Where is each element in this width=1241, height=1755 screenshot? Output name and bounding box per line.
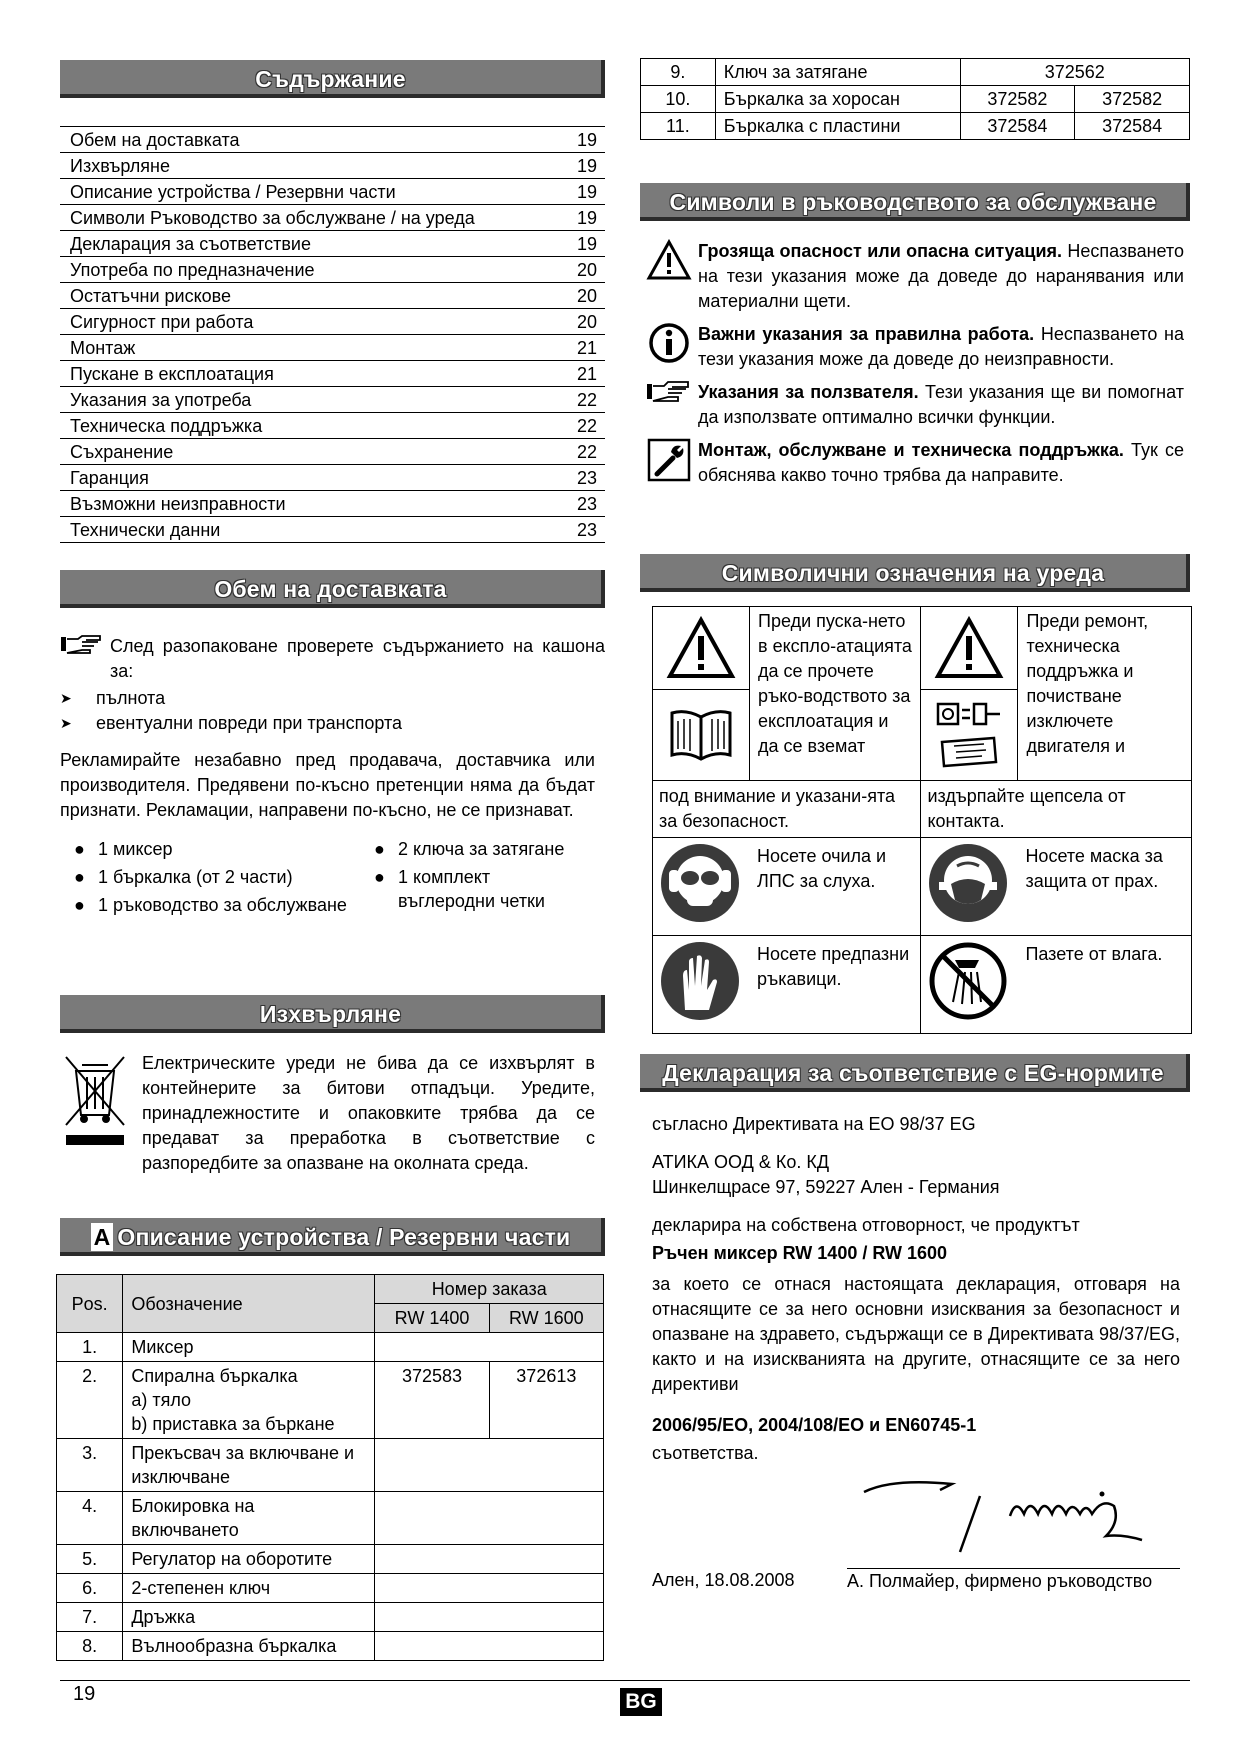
- delivery-checks: [60, 686, 605, 736]
- parts-table: [56, 1274, 604, 1661]
- table-row: [57, 1603, 604, 1632]
- symbol-text-normal: Тези указания ще ви помогнат да използвате оптимално всички функции.: [698, 382, 1184, 427]
- acc-rw1600: 372582: [1075, 86, 1190, 113]
- unplug-cont: издърпайте щепсела от контакта.: [921, 781, 1192, 838]
- toc-list: [60, 126, 605, 543]
- table-row: [57, 1545, 604, 1574]
- part-order-empty: [375, 1545, 604, 1574]
- toc-page: 21: [576, 338, 597, 358]
- toc-label: Употреба по предназначение: [70, 260, 315, 280]
- part-pos: 6.: [57, 1574, 123, 1603]
- toc-label: Остатъчни рискове: [70, 286, 232, 306]
- part-order-empty: [375, 1574, 604, 1603]
- toc-row: [60, 465, 605, 491]
- table-row: [57, 1333, 604, 1362]
- symbol-text: [698, 322, 1184, 372]
- device-symbols-section: [640, 554, 1190, 1034]
- table-row: [57, 1439, 604, 1492]
- device-symbols-title: Символични означения на уреда: [640, 554, 1190, 592]
- toc-page: 19: [576, 156, 597, 176]
- check-item: [60, 686, 605, 711]
- toc-page: 21: [576, 364, 597, 384]
- symbol-text: [698, 380, 1184, 430]
- part-pos: 8.: [57, 1632, 123, 1661]
- arrow-bullet-icon: ➤: [60, 690, 72, 706]
- part-name: Вълнообразна бъркалка: [131, 1636, 337, 1656]
- part-sub-a: a) тяло: [131, 1390, 192, 1410]
- delivery-section: [60, 570, 605, 921]
- delivery-complaint: Рекламирайте незабавно пред продавача, доставчика или производителя. Предявени по-късно претенции няма да бъдат признати. Рекламации, направени по-късно, не се признават.: [60, 750, 595, 820]
- col-head-name: Обозначение: [123, 1275, 375, 1333]
- toc-page: 19: [576, 182, 597, 202]
- symbol-text: [698, 239, 1184, 314]
- symbol-text-normal: Тук се обяснява какво точно трябва да направите.: [698, 440, 1184, 485]
- declaration-norms: 2006/95/EO, 2004/108/EO и EN60745-1: [652, 1415, 977, 1435]
- part-rw1400: 372583: [375, 1362, 489, 1439]
- delivery-item-text: 1 ръководство за обслужване: [98, 895, 347, 915]
- bullet-icon: ●: [74, 867, 85, 887]
- pointing-hand-icon: [60, 634, 110, 684]
- declaration-body: за което се отнася настоящата декларация, отговаря на отнасящите се за него основни изисквания за безопасност и опазване на здравето, съдържащи се в Директивата 98/37/EG, както и на изискванията на другите, отнасящите се за него директиви: [652, 1274, 1180, 1394]
- toc-label: Обем на доставката: [70, 130, 240, 150]
- disposal-section: [60, 995, 605, 1176]
- delivery-item: [360, 837, 580, 861]
- table-row: [57, 1362, 604, 1439]
- symbol-text-normal: Неспазването на тези указания може да доведе до наранявания или материални щети.: [698, 241, 1184, 311]
- symbol-row: [640, 380, 1184, 430]
- toc-label: Описание устройства / Резервни части: [70, 182, 396, 202]
- delivery-item-text: 1 миксер: [98, 839, 173, 859]
- read-manual-cont: под внимание и указани-ята за безопасност.: [653, 781, 921, 838]
- toc-row: [60, 283, 605, 309]
- language-badge: BG: [620, 1688, 662, 1716]
- mask-text: Носете маска за защита от прах.: [1025, 846, 1163, 891]
- dust-mask-icon: [927, 842, 1023, 931]
- acc-rw1400: 372584: [960, 113, 1075, 140]
- toc-row: [60, 205, 605, 231]
- toc-page: 20: [576, 312, 597, 332]
- toc-row: [60, 309, 605, 335]
- manual-symbols-section: [640, 183, 1190, 496]
- part-name: Прекъсвач за включване и изключване: [131, 1443, 355, 1487]
- unplug-text: Преди ремонт, техническа поддръжка и почистване изключете двигателя и: [1026, 611, 1149, 756]
- delivery-items-right: [360, 837, 580, 921]
- toc-row: [60, 387, 605, 413]
- symbol-row: [640, 322, 1184, 372]
- bullet-icon: ●: [74, 895, 85, 915]
- toc-label: Сигурност при работа: [70, 312, 254, 332]
- toc-row: [60, 335, 605, 361]
- delivery-item: [360, 865, 580, 913]
- toc-page: 23: [576, 494, 597, 514]
- toc-row: [60, 179, 605, 205]
- declaration-signer: А. Полмайер, фирмено ръководство: [847, 1568, 1180, 1594]
- delivery-items: [60, 837, 605, 921]
- col-head-rw1600: RW 1600: [489, 1304, 603, 1333]
- mask-cell: [921, 838, 1192, 936]
- goggles-cell: [653, 838, 921, 936]
- bullet-icon: ●: [74, 839, 85, 859]
- bullet-icon: ●: [374, 839, 385, 859]
- symbol-text-normal: Неспазването на тези указания може да доведе до неизправности.: [698, 324, 1184, 369]
- toc-label: Съхранение: [70, 442, 174, 462]
- delivery-intro-row: [60, 634, 605, 684]
- declaration-product: Ръчен миксер RW 1400 / RW 1600: [652, 1243, 948, 1263]
- symbol-text-bold: Грозяща опасност или опасна ситуация.: [698, 241, 1063, 261]
- part-name-cell: [123, 1439, 375, 1492]
- declaration-declares: декларира на собствена отговорност, че продуктът: [652, 1215, 1080, 1235]
- toc-label: Указания за употреба: [70, 390, 252, 410]
- gloves-icon: [659, 940, 755, 1029]
- part-pos: 7.: [57, 1603, 123, 1632]
- goggles-text: Носете очила и ЛПС за слуха.: [757, 846, 887, 891]
- part-order-empty: [375, 1492, 604, 1545]
- declaration-section: [640, 1054, 1190, 1594]
- acc-rw1600: 372584: [1075, 113, 1190, 140]
- read-manual-cell: [653, 607, 921, 781]
- toc-row: [60, 413, 605, 439]
- disposal-title: Изхвърляне: [60, 995, 605, 1033]
- acc-order: 372562: [960, 59, 1189, 86]
- part-name: Дръжка: [131, 1607, 196, 1627]
- description-section: [60, 1218, 605, 1661]
- toc-row: [60, 153, 605, 179]
- check-text: пълнота: [96, 688, 166, 708]
- symbol-text-bold: Указания за ползвателя.: [698, 382, 919, 402]
- toc-row: [60, 257, 605, 283]
- toc-label: Гаранция: [70, 468, 149, 488]
- footer-rule: [60, 1680, 1190, 1681]
- check-item: [60, 711, 605, 736]
- acc-pos: 9.: [641, 59, 716, 86]
- disposal-text: Електрическите уреди не бива да се изхвърлят в контейнерите за битови отпадъци. Уредите, принадлежностите и опаковките трябва да се предават за преработка в съответствие с разпоредбите за опазване на околната среда.: [142, 1053, 595, 1173]
- figure-label-a: A: [91, 1223, 114, 1251]
- page-number: 19: [73, 1683, 96, 1705]
- bullet-icon: ●: [374, 867, 385, 887]
- disposal-body: [60, 1051, 605, 1176]
- part-name: Регулатор на оборотите: [131, 1549, 333, 1569]
- toc-page: 19: [576, 130, 597, 150]
- toc-row: [60, 126, 605, 153]
- delivery-items-left: [60, 837, 360, 921]
- declaration-company: АТИКА ООД & Ко. КД: [652, 1152, 830, 1172]
- toc-page: 22: [576, 390, 597, 410]
- manual-symbols-title: Символи в ръководството за обслужване: [640, 183, 1190, 221]
- moisture-text: Пазете от влага.: [1025, 944, 1163, 964]
- toc-label: Монтаж: [70, 338, 136, 358]
- toc-page: 22: [576, 442, 597, 462]
- declaration-conform: съответства.: [652, 1443, 759, 1463]
- delivery-item-text: 2 ключа за затягане: [398, 839, 565, 859]
- acc-name: Ключ за затягане: [715, 59, 960, 86]
- toc-row: [60, 491, 605, 517]
- delivery-item-text: 1 бъркалка (от 2 части): [98, 867, 293, 887]
- part-order-empty: [375, 1603, 604, 1632]
- table-row: [641, 59, 1190, 86]
- toc-row: [60, 231, 605, 257]
- part-rw1600: 372613: [489, 1362, 603, 1439]
- moisture-cell: [921, 936, 1192, 1034]
- acc-name: Бъркалка за хоросан: [715, 86, 960, 113]
- gloves-text: Носете предпазни ръкавици.: [757, 944, 910, 989]
- unplug-cell: [921, 607, 1192, 781]
- part-name: Миксер: [131, 1337, 194, 1357]
- delivery-item-text: 1 комплект въглеродни четки: [398, 867, 545, 911]
- toc-section: [60, 60, 605, 543]
- acc-pos: 11.: [641, 113, 716, 140]
- toc-label: Възможни неизправности: [70, 494, 286, 514]
- toc-row: [60, 361, 605, 387]
- toc-row: [60, 517, 605, 543]
- toc-page: 23: [576, 468, 597, 488]
- part-name-cell: [123, 1632, 375, 1661]
- read-manual-text: Преди пуска-нето в експло-атацията да се прочете ръко-водството за експлоатация и да се вземат: [758, 611, 912, 756]
- manual-symbols-list: [640, 239, 1190, 488]
- part-name-cell: [123, 1603, 375, 1632]
- symbol-text: [698, 438, 1184, 488]
- part-order-empty: [375, 1439, 604, 1492]
- part-pos: 5.: [57, 1545, 123, 1574]
- part-name-cell: [123, 1333, 375, 1362]
- table-row: [57, 1574, 604, 1603]
- warning-triangle-icon: [640, 239, 698, 286]
- part-name: Блокировка на включването: [131, 1496, 255, 1540]
- toc-page: 20: [576, 286, 597, 306]
- toc-title: Съдържание: [60, 60, 605, 98]
- table-row: [57, 1492, 604, 1545]
- delivery-item: [60, 837, 360, 861]
- info-icon: [640, 322, 698, 369]
- part-pos: 2.: [57, 1362, 123, 1439]
- open-book-icon: [653, 690, 749, 780]
- symbol-text-bold: Монтаж, обслужване и техническа поддръжка.: [698, 440, 1124, 460]
- toc-row: [60, 439, 605, 465]
- symbol-row: [640, 239, 1184, 314]
- delivery-intro: След разопаковане проверете съдържанието на кашона за:: [110, 636, 605, 681]
- signature: [852, 1468, 1172, 1566]
- col-head-rw1400: RW 1400: [375, 1304, 489, 1333]
- device-symbols-table: [652, 606, 1192, 1034]
- part-name-cell: [123, 1362, 375, 1439]
- col-head-order: Номер заказа: [375, 1275, 604, 1304]
- toc-label: Изхвърляне: [70, 156, 171, 176]
- warning-triangle-icon: [921, 607, 1017, 690]
- description-title: [60, 1218, 605, 1256]
- toc-page: 22: [576, 416, 597, 436]
- table-row: [641, 86, 1190, 113]
- toc-label: Техническа поддръжка: [70, 416, 263, 436]
- part-name-cell: [123, 1492, 375, 1545]
- toc-page: 19: [576, 234, 597, 254]
- accessories-table: [640, 58, 1190, 140]
- gloves-cell: [653, 936, 921, 1034]
- description-title-text: Описание устройства / Резервни части: [117, 1224, 571, 1250]
- part-name-cell: [123, 1545, 375, 1574]
- toc-page: 19: [576, 208, 597, 228]
- check-text: евентуални повреди при транспорта: [96, 713, 403, 733]
- toc-label: Декларация за съответствие: [70, 234, 311, 254]
- wrench-icon: [640, 438, 698, 487]
- part-sub-b: b) приставка за бъркане: [131, 1414, 335, 1434]
- accessories-section: [640, 58, 1190, 140]
- declaration-directive: съгласно Директивата на ЕО 98/37 EG: [652, 1114, 976, 1134]
- warning-triangle-icon: [653, 607, 749, 690]
- part-name: Спирална бъркалка: [131, 1366, 298, 1386]
- part-pos: 1.: [57, 1333, 123, 1362]
- no-moisture-icon: [927, 940, 1023, 1029]
- toc-label: Символи Ръководство за обслужване / на уреда: [70, 208, 475, 228]
- declaration-place-date: Ален, 18.08.2008: [652, 1570, 795, 1590]
- part-pos: 4.: [57, 1492, 123, 1545]
- signature-row: [652, 1568, 1180, 1594]
- parts-table-header: [57, 1275, 604, 1304]
- declaration-title: Декларация за съответствие с EG-нормите: [640, 1054, 1190, 1092]
- delivery-title: Обем на доставката: [60, 570, 605, 608]
- toc-page: 23: [576, 520, 597, 540]
- toc-label: Пускане в експлоатация: [70, 364, 274, 384]
- symbol-text-bold: Важни указания за правилна работа.: [698, 324, 1035, 344]
- part-name-cell: [123, 1574, 375, 1603]
- part-pos: 3.: [57, 1439, 123, 1492]
- table-row: [641, 113, 1190, 140]
- part-order-empty: [375, 1632, 604, 1661]
- pointing-hand-icon: [640, 380, 698, 409]
- acc-rw1400: 372582: [960, 86, 1075, 113]
- acc-name: Бъркалка с пластини: [715, 113, 960, 140]
- declaration-address: Шинкелщрасе 97, 59227 Ален - Германия: [652, 1177, 1000, 1197]
- arrow-bullet-icon: ➤: [60, 715, 72, 731]
- symbol-row: [640, 438, 1184, 488]
- delivery-item: [60, 865, 360, 889]
- part-name: 2-степенен ключ: [131, 1578, 271, 1598]
- unplug-icon: [921, 690, 1017, 780]
- part-order-empty: [375, 1333, 604, 1362]
- table-row: [57, 1632, 604, 1661]
- crossed-bin-icon: [60, 1051, 142, 1176]
- toc-label: Технически данни: [70, 520, 221, 540]
- toc-page: 20: [576, 260, 597, 280]
- acc-pos: 10.: [641, 86, 716, 113]
- ear-eye-protection-icon: [659, 842, 755, 931]
- col-head-pos: Pos.: [57, 1275, 123, 1333]
- delivery-item: [60, 893, 360, 917]
